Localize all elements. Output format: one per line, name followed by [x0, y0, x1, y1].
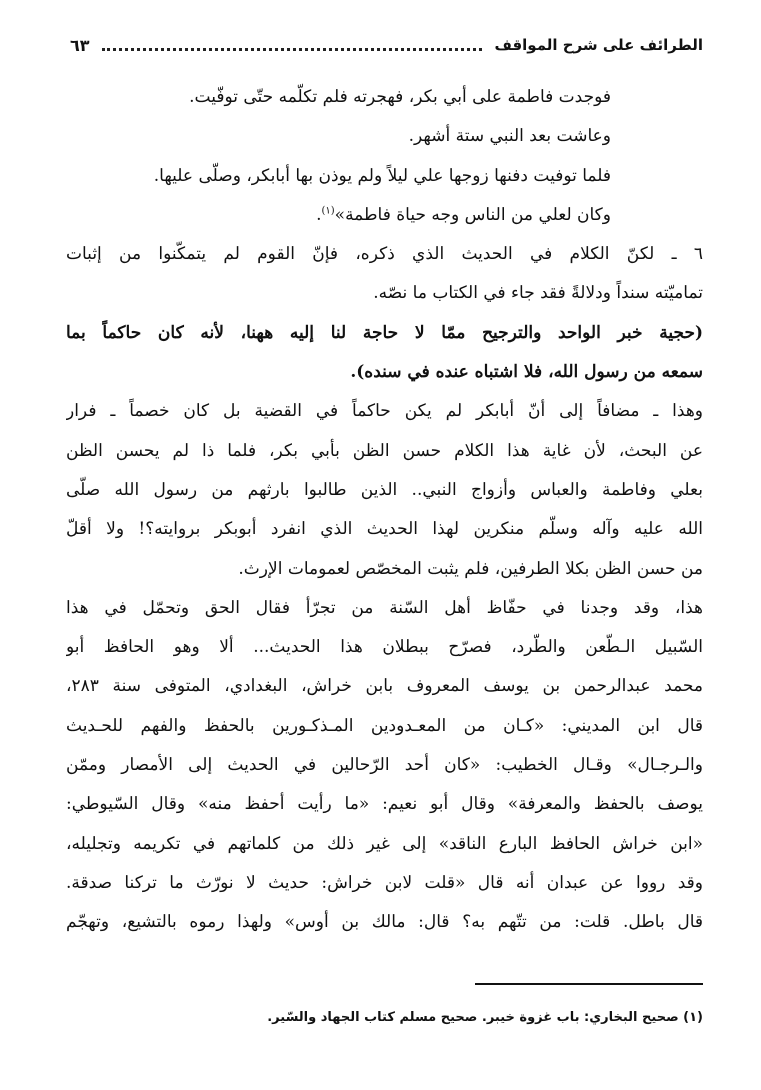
text-line-11: بعلي وفاطمة والعباس وأزواج النبي.. الذين طالبوا بارثهم من رسول الله صلّى: [66, 479, 703, 500]
text-line-17: قال ابن المديني: «كـان من المعـدودين المـذكـورين بالحفظ والفهم للحـديث: [66, 715, 703, 736]
text-line-2: وعاشت بعد النبي ستة أشهر.: [408, 126, 611, 147]
header-dot-leader: [102, 48, 483, 51]
text-line-13: من حسن الظن بكلا الطرفين، فلم يثبت المخصّص لعمومات الإرث.: [238, 558, 703, 579]
text-line-4: وكان لعلي من الناس وجه حياة فاطمة»$^{(١)}$.: [316, 204, 611, 225]
text-line-21: وقد رووا عن عبدان أنه قال «قلت لابن خراش: حديث لا نورّث ما تركنا صدقة.: [66, 872, 703, 893]
text-line-18: والـرجـال» وقـال الخطيب: «كان أحد الرّحالين في الحديث إلى الأمصار وممّن: [66, 755, 703, 776]
text-line-12: الله عليه وآله وسلّم منكرين لهذا الحديث الذي انفرد أبوبكر بروايته؟! ولا أقلّ: [66, 519, 703, 540]
running-header: [70, 30, 703, 60]
text-line-7: (حجية خبر الواحد والترجيح ممّا لا حاجة لنا إليه ههنا، لأنه كان حاكماً بما: [66, 322, 703, 343]
header-title: الطرائف على شرح المواقف: [494, 36, 703, 54]
text-line-15: السّبيل الـطّعن والطّرد، فصرّح ببطلان هذا الحديث... ألا وهو الحافظ أبو: [66, 637, 703, 658]
text-line-10: عن البحث، لأن غاية هذا الكلام حسن الظن بأبي بكر، فلما ذا لم يحسن الظن: [66, 440, 703, 461]
main-text: [66, 78, 703, 943]
text-line-22: قال باطل. قلت: من تتّهم به؟ قال: مالك بن أوس» ولهذا رموه بالتشيع، وتهجّم: [66, 912, 703, 933]
page-number: ٦٣: [70, 35, 90, 55]
footnote-separator: [475, 983, 703, 985]
text-line-14: هذا، وقد وجدنا في حفّاظ أهل السّنة من تجرّأ فقال الحق وتحمّل في هذا: [66, 597, 703, 618]
footnote-1: (١) صحيح البخاري: باب غزوة خيبر. صحيح مسلم كتاب الجهاد والسّير.: [267, 1010, 703, 1025]
text-line-1: فوجدت فاطمة على أبي بكر، فهجرته فلم تكلّمه حتّى توفّيت.: [189, 87, 611, 107]
text-line-19: يوصف بالحفظ والمعرفة» وقال أبو نعيم: «ما رأيت أحفظ منه» وقال السّيوطي:: [66, 794, 703, 815]
text-line-16: محمد عبدالرحمن بن يوسف المعروف بابن خراش، البغدادي، المتوفى سنة ٢٨٣،: [66, 676, 703, 697]
text-line-5: ٦ ـ لكنّ الكلام في الحديث الذي ذكره، فإنّ القوم لم يتمكّنوا من إثبات: [66, 244, 703, 265]
text-line-4-content: وكان لعلي من الناس وجه حياة فاطمة»: [334, 204, 611, 225]
text-line-8: سمعه من رسول الله، فلا اشتباه عنده في سنده).: [350, 362, 703, 383]
text-line-9: وهذا ـ مضافاً إلى أنّ أبابكر لم يكن حاكماً في القضية بل كان خصماً ـ فرار: [66, 401, 703, 422]
text-line-3: فلما توفيت دفنها زوجها علي ليلاً ولم يوذن بها أبابكر، وصلّى عليها.: [153, 165, 611, 186]
text-line-20: «ابن خراش الحافظ البارع الناقد» إلى غير ذلك من كلماتهم في تكريمه وتجليله،: [66, 833, 703, 854]
footnote-marker: (١): [321, 205, 335, 217]
text-line-6: تماميّته سنداً ودلالةً فقد جاء في الكتاب ما نصّه.: [373, 283, 703, 304]
